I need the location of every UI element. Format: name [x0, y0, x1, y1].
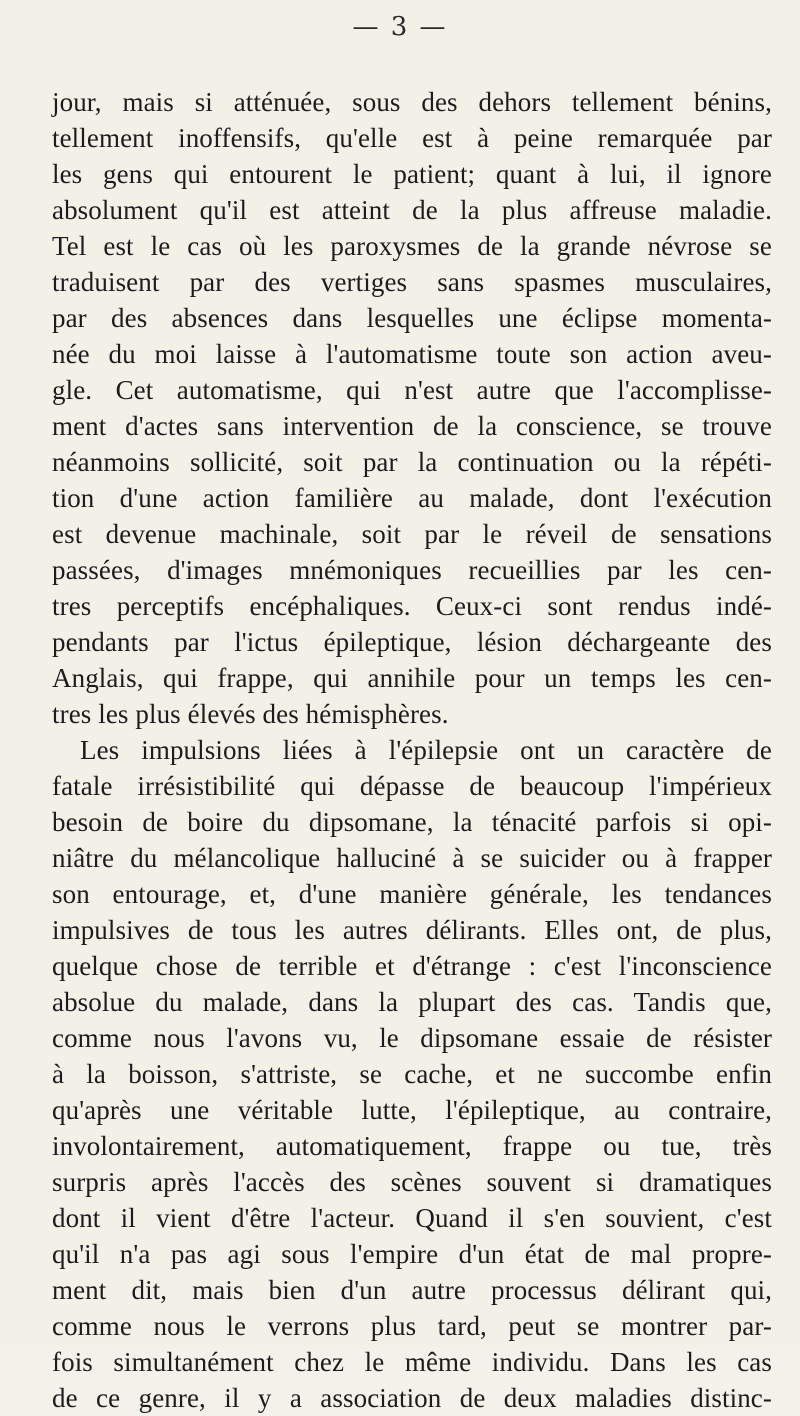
- text-line: est devenue machinale, soit par le réveil de sensations: [52, 519, 772, 549]
- text-line: passées, d'images mnémoniques recueillies par les cen-: [52, 555, 772, 585]
- text-line: néanmoins sollicité, soit par la continuation ou la répéti-: [52, 447, 772, 477]
- text-line: tion d'une action familière au malade, dont l'exécution: [52, 483, 772, 513]
- text-line: traduisent par des vertiges sans spasmes musculaires,: [52, 267, 772, 297]
- text-line: qu'il n'a pas agi sous l'empire d'un état de mal propre-: [52, 1239, 772, 1269]
- text-line: pendants par l'ictus épileptique, lésion déchargeante des: [52, 627, 772, 657]
- text-line: surpris après l'accès des scènes souvent si dramatiques: [52, 1167, 772, 1197]
- text-line: niâtre du mélancolique halluciné à se suicider ou à frapper: [52, 843, 772, 873]
- text-line: fatale irrésistibilité qui dépasse de beaucoup l'impérieux: [52, 771, 772, 801]
- body-text: [52, 84, 772, 1416]
- text-line: dont il vient d'être l'acteur. Quand il s'en souvient, c'est: [52, 1203, 772, 1233]
- text-line: de ce genre, il y a association de deux maladies distinc-: [52, 1383, 772, 1413]
- text-line: jour, mais si atténuée, sous des dehors tellement bénins,: [52, 87, 772, 117]
- text-line: fois simultanément chez le même individu. Dans les cas: [52, 1347, 772, 1377]
- text-line: besoin de boire du dipsomane, la ténacité parfois si opi-: [52, 807, 772, 837]
- text-line: tres les plus élevés des hémisphères.: [52, 699, 449, 729]
- paragraph-start-line: Les impulsions liées à l'épilepsie ont un caractère de: [80, 735, 772, 765]
- text-line: son entourage, et, d'une manière générale, les tendances: [52, 879, 772, 909]
- text-line: absolue du malade, dans la plupart des cas. Tandis que,: [52, 987, 772, 1017]
- text-line: ment d'actes sans intervention de la conscience, se trouve: [52, 411, 772, 441]
- text-line: tres perceptifs encéphaliques. Ceux-ci sont rendus indé-: [52, 591, 772, 621]
- text-line: née du moi laisse à l'automatisme toute son action aveu-: [52, 339, 772, 369]
- text-line: absolument qu'il est atteint de la plus affreuse maladie.: [52, 195, 772, 225]
- text-line: qu'après une véritable lutte, l'épileptique, au contraire,: [52, 1095, 772, 1125]
- page-number: — 3 —: [352, 12, 448, 42]
- text-line: les gens qui entourent le patient; quant à lui, il ignore: [52, 159, 772, 189]
- text-line: comme nous le verrons plus tard, peut se montrer par-: [52, 1311, 772, 1341]
- text-line: gle. Cet automatisme, qui n'est autre que l'accomplisse-: [52, 375, 772, 405]
- text-line: Anglais, qui frappe, qui annihile pour un temps les cen-: [52, 663, 772, 693]
- text-line: involontairement, automatiquement, frappe ou tue, très: [52, 1131, 772, 1161]
- text-line: impulsives de tous les autres délirants. Elles ont, de plus,: [52, 915, 772, 945]
- text-line: Tel est le cas où les paroxysmes de la grande névrose se: [52, 231, 772, 261]
- text-line: quelque chose de terrible et d'étrange : c'est l'inconscience: [52, 951, 772, 981]
- text-line: à la boisson, s'attriste, se cache, et ne succombe enfin: [52, 1059, 772, 1089]
- text-line: ment dit, mais bien d'un autre processus délirant qui,: [52, 1275, 772, 1305]
- text-line: comme nous l'avons vu, le dipsomane essaie de résister: [52, 1023, 772, 1053]
- text-line: tellement inoffensifs, qu'elle est à peine remarquée par: [52, 123, 772, 153]
- text-line: par des absences dans lesquelles une éclipse momenta-: [52, 303, 772, 333]
